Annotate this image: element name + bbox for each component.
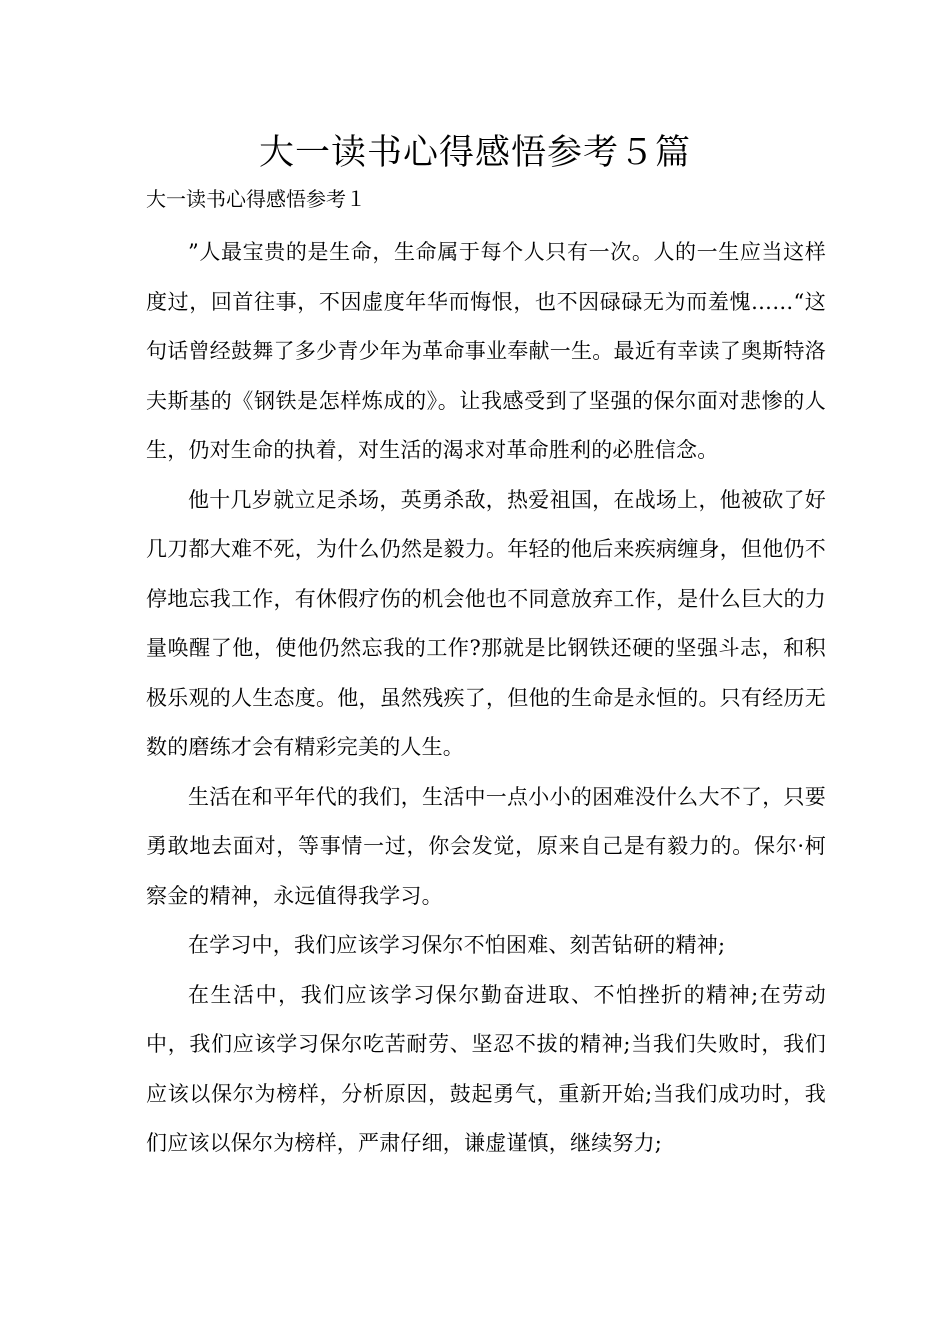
document-body [146, 228, 826, 1169]
section-heading: 大一读书心得感悟参考１ [146, 187, 366, 211]
paragraph-4: 在学习中，我们应该学习保尔不怕困难、刻苦钻研的精神; [188, 933, 726, 957]
paragraph-1: ”人最宝贵的是生命，生命属于每个人只有一次。人的一生应当这样度过，回首往事，不因虚度年华而悔恨，也不因碌碌无为而羞愧……“这句话曾经鼓舞了多少青少年为革命事业奉献一生。最近有幸读了奥斯特洛夫斯基的《钢铁是怎样炼成的》。让我感受到了坚强的保尔面对悲惨的人生，仍对生命的执着，对生活的渴求对革命胜利的必胜信念。 [146, 240, 826, 462]
paragraph-3: 生活在和平年代的我们，生活中一点小小的困难没什么大不了，只要勇敢地去面对，等事情一过，你会发觉，原来自己是有毅力的。保尔·柯察金的精神，永远值得我学习。 [146, 784, 826, 908]
paragraph-2: 他十几岁就立足杀场，英勇杀敌，热爱祖国，在战场上，他被砍了好几刀都大难不死，为什么仍然是毅力。年轻的他后来疾病缠身，但他仍不停地忘我工作，有休假疗伤的机会他也不同意放弃工作，是什么巨大的力量唤醒了他，使他仍然忘我的工作?那就是比钢铁还硬的坚强斗志，和积极乐观的人生态度。他，虽然残疾了，但他的生命是永恒的。只有经历无数的磨练才会有精彩完美的人生。 [146, 487, 826, 759]
document-title: 大一读书心得感悟参考５篇 [258, 133, 691, 173]
paragraph-5: 在生活中，我们应该学习保尔勤奋进取、不怕挫折的精神;在劳动中，我们应该学习保尔吃苦耐劳、坚忍不拔的精神;当我们失败时，我们应该以保尔为榜样，分析原因，鼓起勇气，重新开始;当我们成功时，我们应该以保尔为榜样，严肃仔细，谦虚谨慎，继续努力; [146, 982, 826, 1155]
